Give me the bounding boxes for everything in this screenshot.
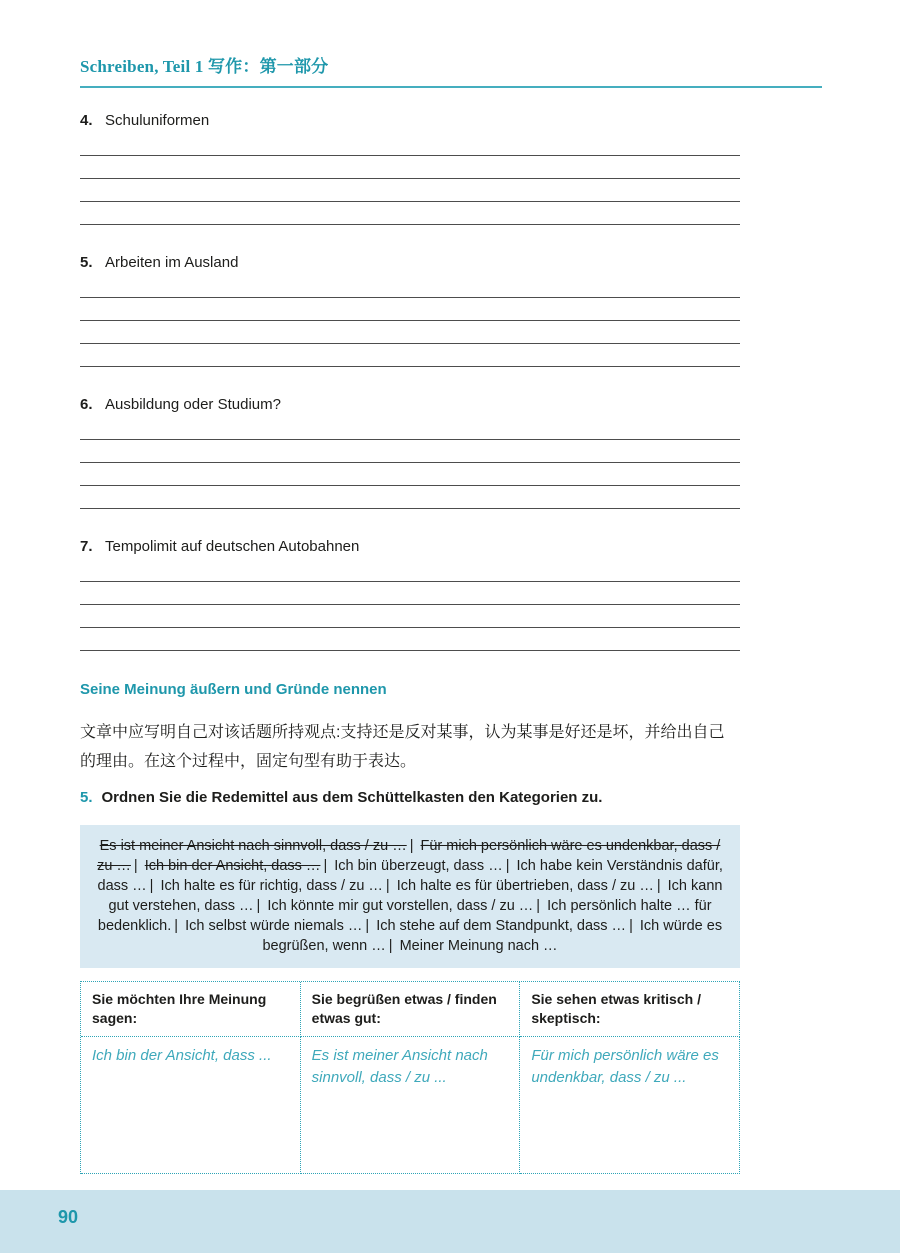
redemittel-item: Ich würde es begrüßen, wenn …: [262, 918, 723, 954]
separator: |: [323, 858, 328, 874]
category-header-approve: Sie begrüßen etwas / finden etwas gut:: [301, 982, 521, 1037]
writing-line: [80, 486, 740, 509]
task-number: 6.: [80, 396, 93, 413]
separator: |: [536, 898, 541, 914]
category-answer-critical: Für mich persönlich wäre es undenkbar, dass / zu ...: [520, 1037, 740, 1174]
redemittel-item: Ich bin überzeugt, dass …: [334, 858, 503, 874]
redemittel-item: Ich persönlich halte … für bedenklich.: [97, 898, 712, 934]
task-title: Schuluniformen: [105, 112, 210, 129]
writing-line: [80, 202, 740, 225]
redemittel-item: Ich bin der Ansicht, dass …: [144, 858, 321, 874]
writing-line: [80, 628, 740, 651]
task-label: [80, 254, 740, 271]
category-answer-approve: Es ist meiner Ansicht nach sinnvoll, dass / zu ...: [301, 1037, 521, 1174]
redemittel-word-box: [80, 825, 740, 968]
writing-line: [80, 179, 740, 202]
redemittel-item: Für mich persönlich wäre es undenkbar, dass / zu …: [97, 838, 721, 874]
redemittel-item: Es ist meiner Ansicht nach sinnvoll, dass / zu …: [99, 838, 407, 854]
redemittel-item: Ich selbst würde niemals …: [185, 918, 363, 934]
redemittel-item: Ich habe kein Verständnis dafür, dass …: [97, 858, 723, 894]
writing-line: [80, 559, 740, 582]
task-label: [80, 538, 740, 555]
separator: |: [385, 878, 390, 894]
footer-bar: [0, 1190, 900, 1253]
task-title: Arbeiten im Ausland: [105, 254, 239, 271]
writing-line: [80, 417, 740, 440]
chapter-title: Schreiben, Teil 1 写作：第一部分: [80, 57, 329, 76]
separator: |: [365, 918, 370, 934]
redemittel-item: Ich kann gut verstehen, dass …: [108, 878, 723, 914]
separator: |: [388, 938, 393, 954]
category-header-opinion: Sie möchten Ihre Meinung sagen:: [81, 982, 301, 1037]
category-header-critical: Sie sehen etwas kritisch / skeptisch:: [520, 982, 740, 1037]
page-number: 90: [58, 1207, 79, 1227]
writing-lines: [80, 275, 740, 367]
exercise-instruction: Ordnen Sie die Redemittel aus dem Schüttelkasten den Kategorien zu.: [101, 789, 603, 806]
writing-line: [80, 582, 740, 605]
main-column: [80, 112, 740, 1174]
writing-line: [80, 156, 740, 179]
task-item-4: [80, 112, 740, 225]
chinese-intro-text: 文章中应写明自己对该话题所持观点:支持还是反对某事，认为某事是好还是坏，并给出自己的理由。在这个过程中，固定句型有助于表达。: [80, 724, 725, 770]
writing-line: [80, 298, 740, 321]
task-number: 7.: [80, 538, 93, 555]
writing-line: [80, 275, 740, 298]
section-heading: Seine Meinung äußern und Gründe nennen: [80, 681, 387, 698]
separator: |: [149, 878, 154, 894]
category-answer-opinion: Ich bin der Ansicht, dass ...: [81, 1037, 301, 1174]
task-label: [80, 112, 740, 129]
task-number: 5.: [80, 254, 93, 271]
separator: |: [629, 918, 633, 934]
task-number: 4.: [80, 112, 93, 129]
separator: |: [133, 858, 138, 874]
writing-line: [80, 133, 740, 156]
writing-line: [80, 605, 740, 628]
task-label: [80, 396, 740, 413]
writing-lines: [80, 133, 740, 225]
redemittel-item: Meiner Meinung nach …: [399, 938, 558, 954]
task-item-6: [80, 396, 740, 509]
task-title: Tempolimit auf deutschen Autobahnen: [105, 538, 360, 555]
task-item-5: [80, 254, 740, 367]
exercise-number: 5.: [80, 789, 93, 806]
writing-line: [80, 440, 740, 463]
separator: |: [656, 878, 661, 894]
redemittel-item: Ich könnte mir gut vorstellen, dass / zu …: [267, 898, 534, 914]
chapter-header: [80, 52, 822, 88]
separator: |: [174, 918, 179, 934]
separator: |: [505, 858, 510, 874]
task-item-7: [80, 538, 740, 651]
redemittel-item: Ich halte es für richtig, dass / zu …: [160, 878, 383, 894]
redemittel-item: Ich halte es für übertrieben, dass / zu …: [396, 878, 654, 894]
writing-lines: [80, 559, 740, 651]
category-table: [80, 981, 740, 1174]
separator: |: [256, 898, 261, 914]
writing-line: [80, 344, 740, 367]
redemittel-item: Ich stehe auf dem Standpunkt, dass …: [376, 918, 627, 934]
writing-line: [80, 463, 740, 486]
separator: |: [409, 838, 414, 854]
exercise-instruction-row: [80, 789, 740, 806]
task-title: Ausbildung oder Studium?: [105, 396, 281, 413]
writing-line: [80, 321, 740, 344]
writing-lines: [80, 417, 740, 509]
